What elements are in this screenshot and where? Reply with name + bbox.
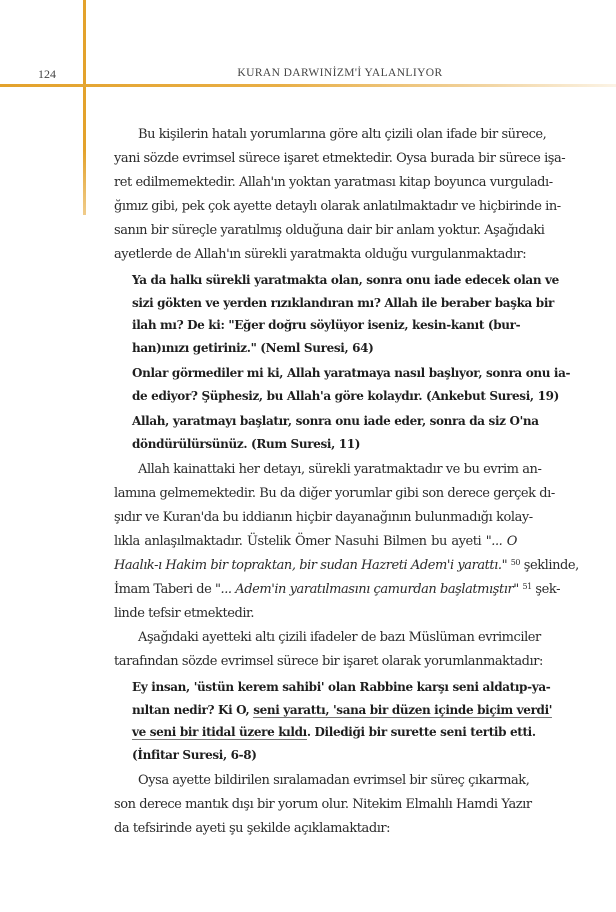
text-line: Aşağıdaki ayetteki altı çizili ifadeler de bazı Müslüman evrimciler (138, 630, 541, 645)
text-line (114, 530, 517, 554)
header-rule-horizontal (0, 84, 616, 87)
text-span: şeklinde, (520, 558, 579, 573)
text-line (114, 554, 579, 578)
quote-line: (İnfitar Suresi, 6-8) (132, 747, 257, 762)
quote-line: de ediyor? Şüphesiz, bu Allah'a göre kolaydır. (Ankebut Suresi, 19) (132, 388, 559, 403)
text-line: Bu kişilerin hatalı yorumlarına göre altı çizili olan ifade bir sürece, (138, 127, 547, 142)
text-line (114, 578, 561, 602)
text-span: nıltan nedir? Ki O, (132, 702, 254, 717)
text-span: lıkla anlaşılmaktadır. Üstelik Ömer Nasuhi Bilmen bu ayeti (114, 534, 486, 549)
verse-quote-rum (114, 410, 539, 455)
text-line: ayetlerde de Allah'ın sürekli yaratmakta olduğu vurgulanmaktadır: (114, 247, 527, 262)
paragraph-3 (114, 626, 543, 674)
text-span: . Dilediği bir surette seni tertib etti. (306, 725, 536, 739)
quote-line: ilah mı? De ki: "Eğer doğru söylüyor iseniz, kesin-kanıt (bur- (132, 318, 521, 332)
text-line: da tefsirinde ayeti şu şekilde açıklamaktadır: (114, 821, 391, 836)
underlined-phrase: ve seni bir itidal üzere kıldı (132, 725, 307, 739)
footnote-ref-51: 51 (522, 582, 532, 591)
text-line: ğımız gibi, pek çok ayette detaylı olarak anlatılmaktadır ve hiçbirinde in- (114, 199, 561, 214)
text-span: İmam Taberi de (114, 582, 216, 597)
footnote-ref-50: 50 (510, 558, 521, 567)
quote-italic: "... O (485, 534, 517, 549)
page-number: 124 (38, 67, 56, 81)
text-line: ret edilmemektedir. Allah'ın yoktan yaratması kitap boyunca vurguladı- (114, 175, 553, 190)
quote-italic: Haalık-ı Hakim bir topraktan, bir sudan Hazreti Adem'i yarattı." (114, 558, 508, 573)
text-line: Allah kainattaki her detayı, sürekli yaratmaktadır ve bu evrim an- (138, 462, 542, 477)
verse-quote-neml (114, 269, 559, 359)
text-line: Oysa ayette bildirilen sıralamadan evrimsel bir süreç çıkarmak, (138, 773, 530, 788)
verse-quote-ankebut (114, 362, 571, 407)
text-line: son derece mantık dışı bir yorum olur. Nitekim Elmalılı Hamdi Yazır (114, 797, 532, 812)
text-line: lamına gelmemektedir. Bu da diğer yorumlar gibi son derece gerçek dı- (114, 486, 555, 501)
quote-line: Ey insan, 'üstün kerem sahibi' olan Rabbine karşı seni aldatıp-ya- (132, 680, 551, 694)
text-span: şek- (531, 582, 561, 597)
quote-line: döndürülürsünüz. (Rum Suresi, 11) (132, 436, 361, 451)
text-line: şıdır ve Kuran'da bu iddianın hiçbir dayanağının bulunmadığı kolay- (114, 510, 533, 525)
paragraph-4 (114, 769, 532, 841)
quote-italic: "... Adem'in yaratılmasını çamurdan başlatmıştır" (215, 582, 519, 597)
underlined-phrase: seni yarattı, 'sana bir düzen içinde biçim verdi' (253, 702, 553, 717)
quote-line: Allah, yaratmayı başlatır, sonra onu iade eder, sonra da siz O'na (132, 414, 539, 428)
text-line: linde tefsir etmektedir. (114, 606, 255, 621)
verse-quote-infitar (114, 676, 553, 766)
quote-line: sizi gökten ve yerden rızıklandıran mı? Allah ile beraber başka bir (132, 295, 555, 310)
quote-line: Onlar görmediler mi ki, Allah yaratmaya nasıl başlıyor, sonra onu ia- (132, 366, 571, 380)
quote-line (132, 721, 536, 744)
quote-line: Ya da halkı sürekli yaratmakta olan, sonra onu iade edecek olan ve (132, 273, 559, 287)
paragraph-1 (114, 123, 566, 267)
text-line: yani sözde evrimsel sürece işaret etmektedir. Oysa burada bir sürece işa- (114, 151, 566, 166)
quote-line: han)ınızı getiriniz." (Neml Suresi, 64) (132, 340, 374, 355)
quote-line (132, 699, 553, 722)
margin-rule-vertical (83, 0, 86, 215)
paragraph-2 (114, 458, 579, 626)
text-line: sanın bir süreçle yaratılmış olduğuna dair bir anlam yoktur. Aşağıdaki (114, 223, 545, 238)
text-line: tarafından sözde evrimsel sürece bir işaret olarak yorumlanmaktadır: (114, 654, 543, 669)
page-body (114, 123, 579, 841)
running-title: KURAN DARWINİZM'İ YALANLIYOR (237, 67, 443, 79)
